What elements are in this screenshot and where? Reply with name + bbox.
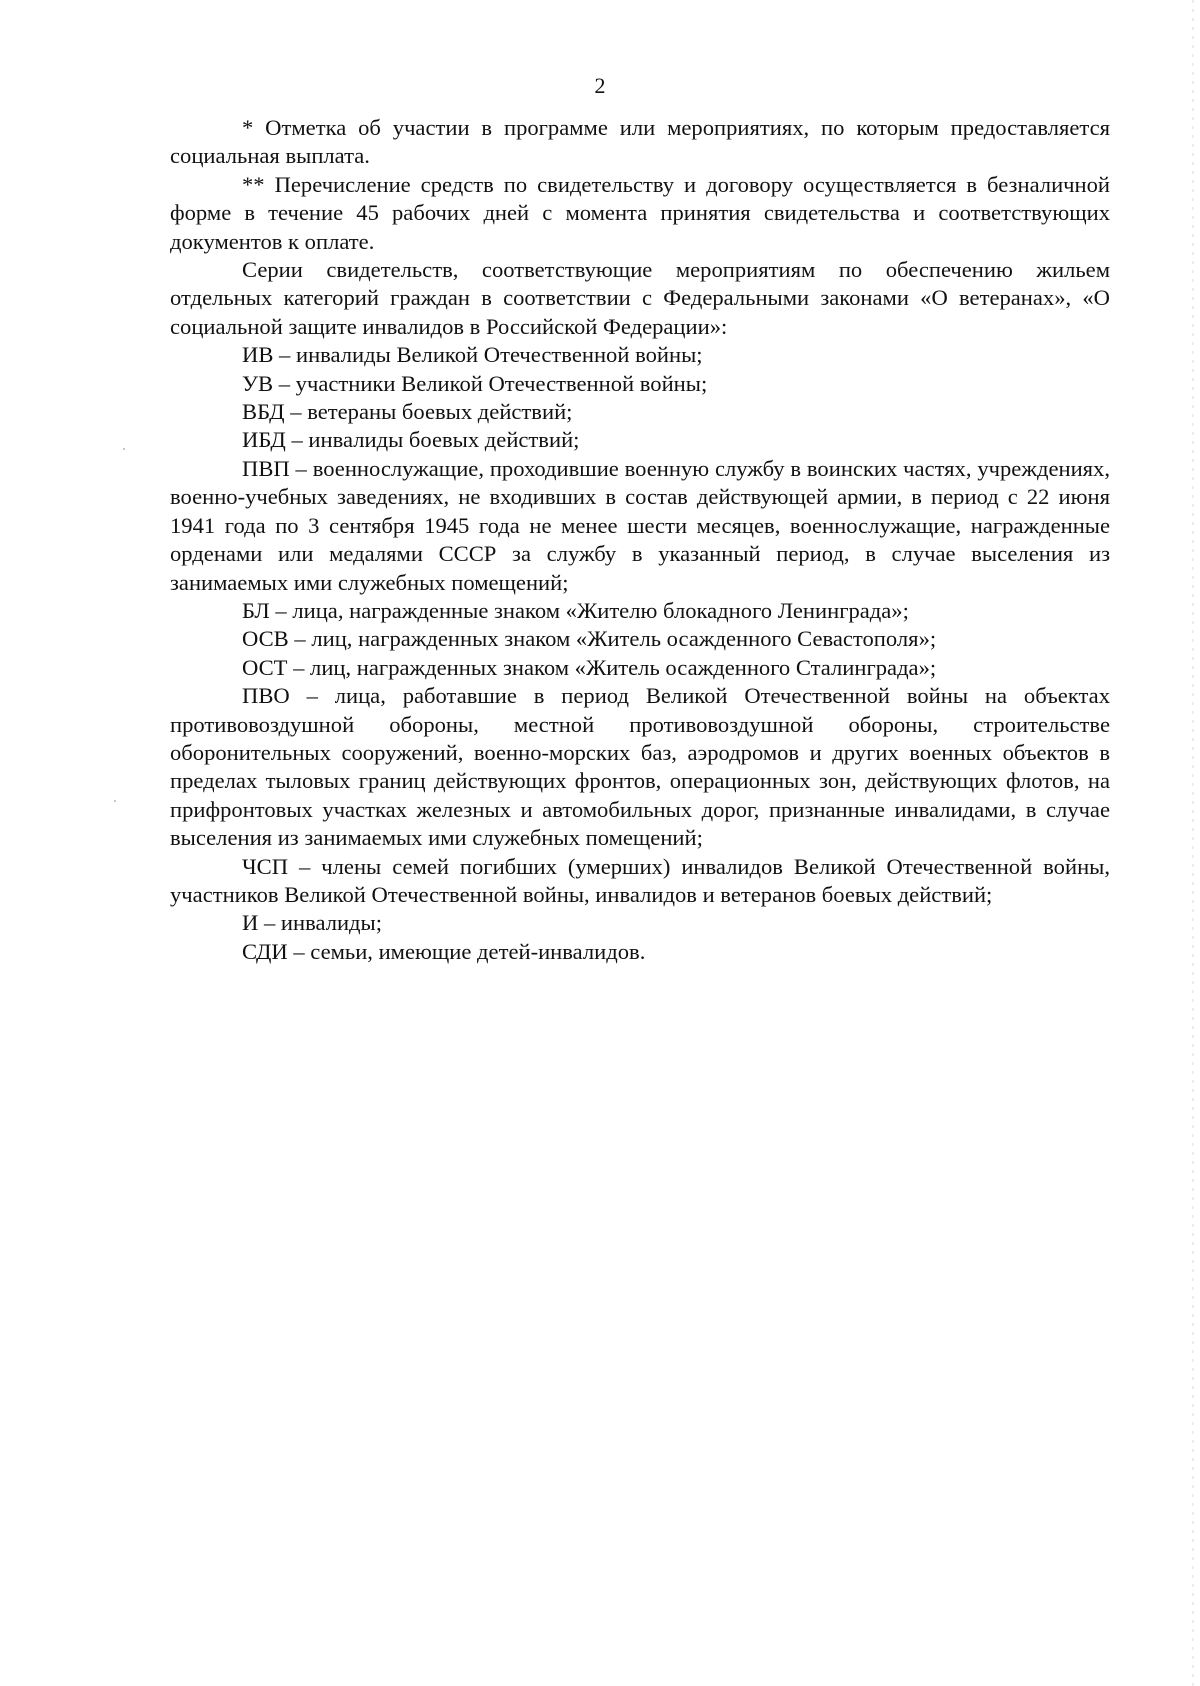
series-item: ИБД – инвалиды боевых действий; (242, 427, 580, 453)
footnote-paragraph: ** Перечисление средств по свидетельству и договору осуществляется в безналичной форме в течение 45 рабочих дней с момента принятия свидетельства и соответствующих документов к оплате. (170, 171, 1110, 254)
series-item: ВБД – ветераны боевых действий; (242, 399, 573, 425)
series-item: СДИ – семьи, имеющие детей-инвалидов. (242, 938, 646, 964)
series-item: ИВ – инвалиды Великой Отечественной войны; (242, 342, 703, 368)
series-item: ПВП – военнослужащие, проходившие военную службу в воинских частях, учреждениях, военно-учебных заведениях, не входивших в состав действующей армии, в период с 22 июня 1941 года по 3 сентября 1945 года не менее шести месяцев, военнослужащие, награжденные орденами или медалями СССР за службу в указанный период, в случае выселения из занимаемых ими служебных помещений; (170, 455, 1110, 595)
scan-speck (123, 448, 125, 450)
page-number: 2 (594, 73, 606, 98)
document-body (170, 114, 1110, 966)
scan-edge-artifact (1192, 0, 1194, 1686)
footnote-paragraph: * Отметка об участии в программе или мероприятиях, по которым предоставляется социальная выплата. (170, 115, 1110, 169)
series-item: ЧСП – члены семей погибших (умерших) инвалидов Великой Отечественной войны, участников Великой Отечественной войны, инвалидов и ветеранов боевых действий; (170, 853, 1110, 907)
series-item: УВ – участники Великой Отечественной войны; (242, 370, 708, 396)
series-item: И – инвалиды; (242, 910, 383, 936)
series-item: БЛ – лица, награжденные знаком «Жителю блокадного Ленинграда»; (242, 597, 909, 623)
intro-paragraph: Серии свидетельств, соответствующие мероприятиям по обеспечению жильем отдельных категорий граждан в соответствии с Федеральными законами «О ветеранах», «О социальной защите инвалидов в Российской Федерации»: (170, 257, 1110, 339)
series-item: ПВО – лица, работавшие в период Великой Отечественной войны на объектах противовоздушной обороны, местной противовоздушной обороны, строительстве оборонительных сооружений, военно-морских баз, аэродромов и других военных объектов в пределах тыловых границ действующих фронтов, операционных зон, действующих флотов, на прифронтовых участках железных и автомобильных дорог, признанные инвалидами, в случае выселения из занимаемых ими служебных помещений; (170, 683, 1110, 851)
series-item: ОСВ – лиц, награжденных знаком «Житель осажденного Севастополя»; (242, 626, 937, 652)
scan-speck (114, 800, 116, 802)
series-item: ОСТ – лиц, награжденных знаком «Житель осажденного Сталинграда»; (242, 654, 937, 680)
